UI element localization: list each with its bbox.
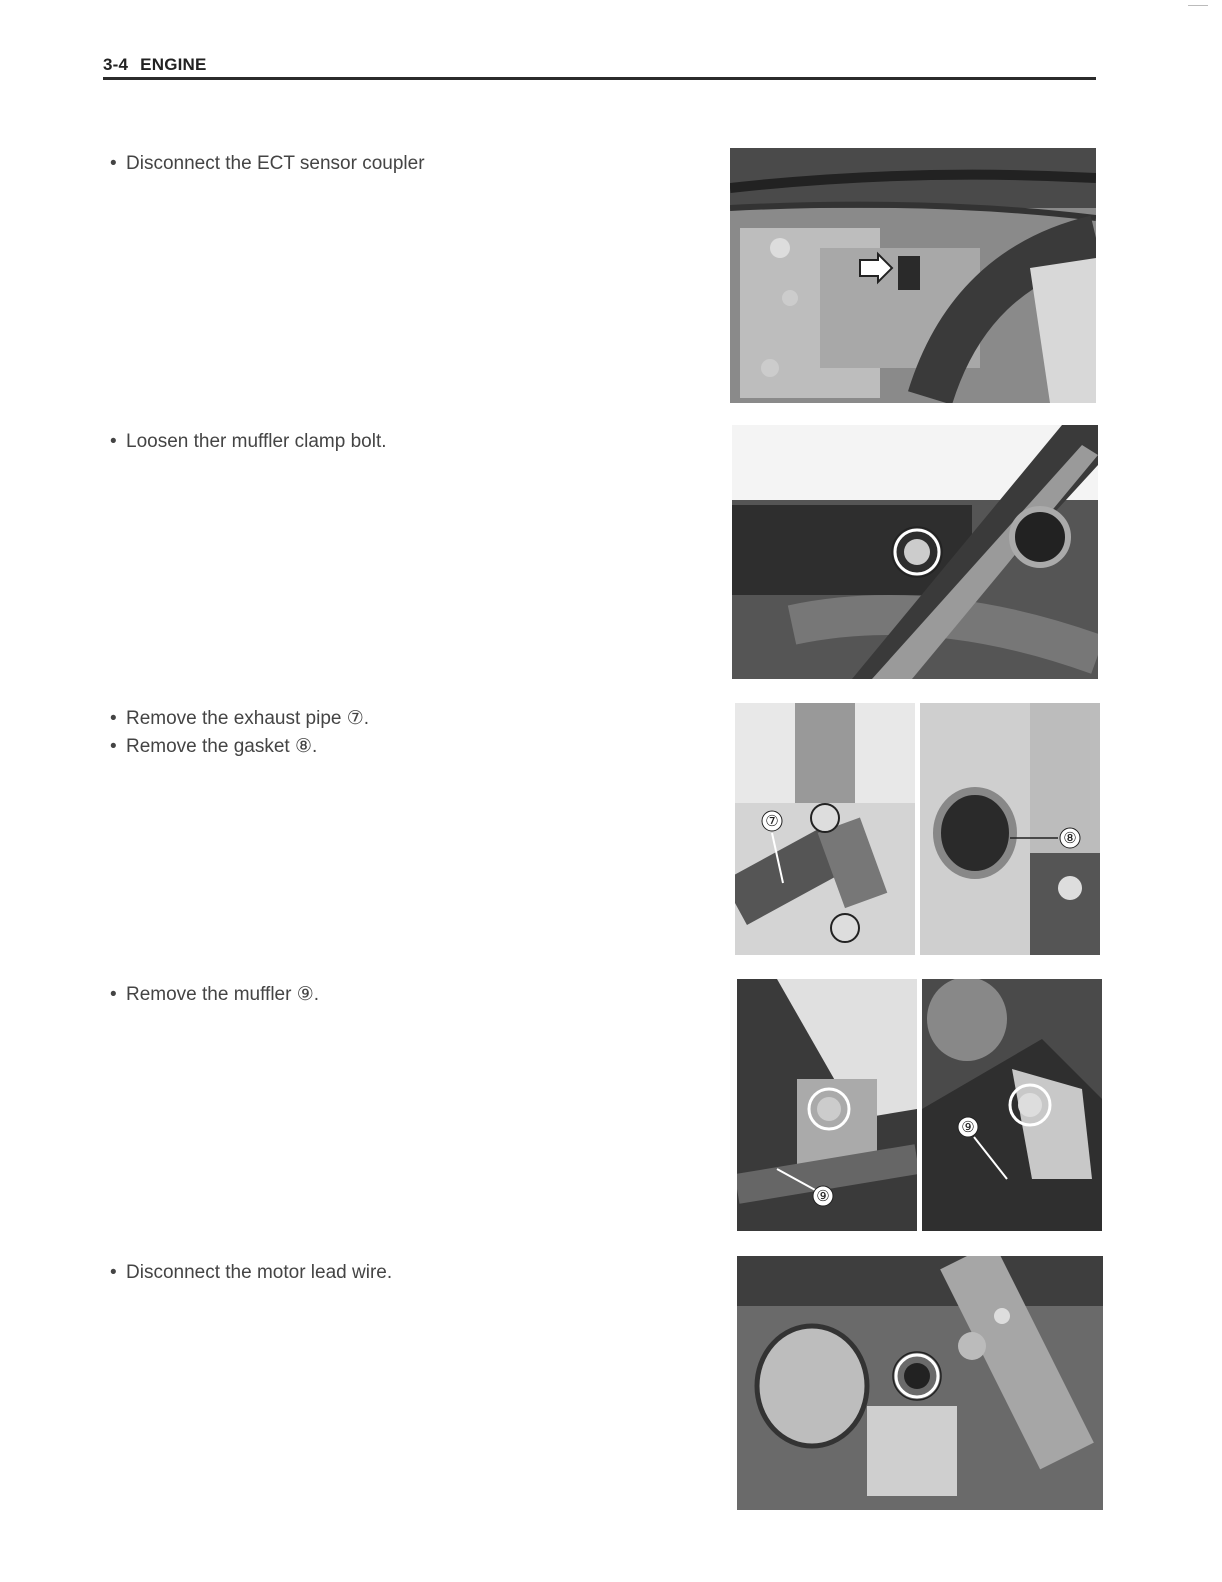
photo-ect-sensor — [730, 148, 1096, 403]
page-header — [103, 55, 207, 75]
callout-exhaust-pipe: ⑦ — [765, 812, 779, 830]
muffler-right-illustration — [922, 979, 1102, 1231]
step-disconnect-ect — [110, 150, 425, 178]
step-text: Remove the gasket ⑧. — [126, 736, 318, 757]
step-remove-gasket — [110, 733, 317, 761]
bullet: • — [110, 984, 117, 1005]
step-text: Loosen ther muffler clamp bolt. — [126, 431, 387, 452]
callout-gasket: ⑧ — [1063, 829, 1077, 847]
section-title: ENGINE — [140, 55, 207, 74]
bullet: • — [110, 708, 117, 729]
callout-muffler-left: ⑨ — [816, 1187, 830, 1205]
bullet: • — [110, 736, 117, 757]
bullet: • — [110, 431, 117, 452]
step-disconnect-motor — [110, 1259, 392, 1287]
step-remove-exhaust — [110, 705, 369, 733]
callout-circle — [811, 804, 839, 832]
corner-mark — [1188, 5, 1208, 6]
step-loosen-clamp — [110, 428, 387, 456]
header-rule — [103, 77, 1096, 80]
step-text: Remove the exhaust pipe ⑦. — [126, 708, 370, 729]
step-text: Disconnect the motor lead wire. — [126, 1262, 393, 1283]
muffler-left-illustration — [737, 979, 917, 1231]
photo-muffler-clamp — [732, 425, 1098, 679]
page-number: 3-4 — [103, 55, 129, 74]
motor-lead-illustration — [737, 1256, 1103, 1510]
photo-exhaust-pipe — [735, 703, 915, 955]
photo-muffler-right — [922, 979, 1102, 1231]
ect-sensor-illustration — [730, 148, 1096, 403]
photo-muffler-left — [737, 979, 917, 1231]
callout-circle — [831, 914, 859, 942]
step-text: Remove the muffler ⑨. — [126, 984, 320, 1005]
bullet: • — [110, 1262, 117, 1283]
step-remove-muffler — [110, 981, 319, 1009]
callout-muffler-right: ⑨ — [961, 1118, 975, 1136]
muffler-clamp-illustration — [732, 425, 1098, 679]
photo-motor-lead-wire — [737, 1256, 1103, 1510]
step-text: Disconnect the ECT sensor coupler — [126, 153, 425, 174]
gasket-illustration — [920, 703, 1100, 955]
photo-gasket — [920, 703, 1100, 955]
exhaust-pipe-illustration — [735, 703, 915, 955]
bullet: • — [110, 153, 117, 174]
